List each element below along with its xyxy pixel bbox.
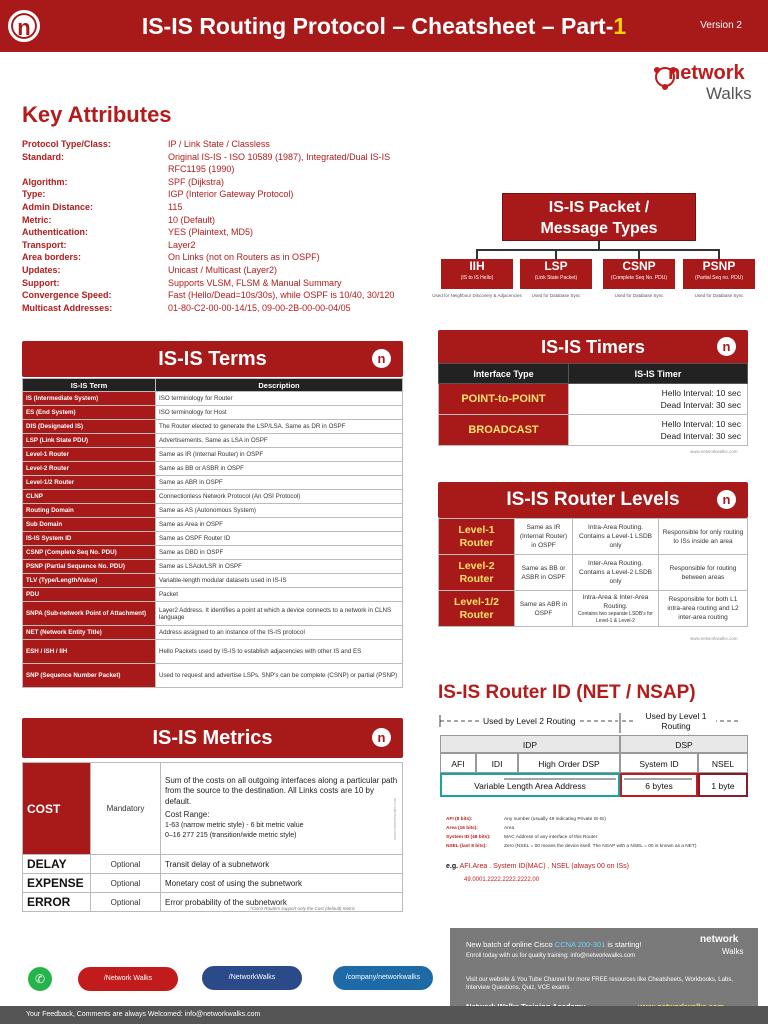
timers-table [438,363,748,446]
attribute-key [22,163,168,176]
table-row [23,588,403,602]
term-desc: Variable-length modular datasets used in IS-IS [156,574,403,588]
col-header: IS-IS Timer [569,364,748,384]
attribute-value: Unicast / Multicast (Layer2) [168,264,278,275]
term-desc: Connectionless Network Protocol (An OSI Protocol) [156,490,403,504]
packet-use: Used for Database Sync [531,293,581,298]
level-responsibility: Responsible for both L1 intra-area routing and L2 inter-area routing [659,591,748,627]
term-name: SNPA (Sub-network Point of Attachment) [23,602,156,626]
packet-type-box [683,259,755,289]
attribute-value: SPF (Dijkstra) [168,176,224,187]
note-row [446,824,746,833]
brand-logo [654,62,754,104]
level-routing-note: Contains two separate LSDB's for Level-1 & Level-2 [578,610,653,624]
level-routing-text: Intra-Area Routing. Contains a Level-1 LSDB only [579,524,652,549]
table-row [439,591,748,627]
attribute-value: 01-80-C2-00-00-14/15, 09-00-2B-00-00-04/05 [168,302,351,313]
col-header: Interface Type [439,364,569,384]
attribute-row [22,151,422,164]
term-name: ES (End System) [23,406,156,420]
router-id-diagram [438,711,748,891]
header-bar [0,0,768,52]
term-name: SNP (Sequence Number Packet) [23,664,156,688]
metrics-note: *Cisco Routers support only the Cost (default) metric [250,906,356,911]
packet-type-box [441,259,513,289]
page-title: IS-IS Routing Protocol – Cheatsheet – Part-1 [141,13,627,39]
packet-use: Used for Database Sync [694,293,744,298]
timer-values [569,415,748,446]
term-name: PSNP (Partial Sequence No. PDU) [23,560,156,574]
attribute-value: On Links (not on Routers as in OSPF) [168,252,320,263]
table-row [23,602,403,626]
table-row [23,626,403,640]
table-row [23,763,403,855]
six-bytes-cell: 6 bytes [620,773,698,797]
packet-type-box [520,259,592,289]
packet-sub: (IS to IS Hello) [460,275,494,281]
tree-line [476,249,720,251]
metric-desc: Sum of the costs on all outgoing interfaces along a particular path from the source to the destination. All Links costs are 10 by default. Cost Range: 1-63 (narrow metric style) - 6 bit metric value 0–16 277 215 (transition/wide metric style) [161,763,403,855]
table-row [23,518,403,532]
interface-type: POINT-to-POINT [439,384,569,415]
term-name: IS (Intermediate System) [23,392,156,406]
attribute-value: IGP (Interior Gateway Protocol) [168,189,294,200]
attribute-key: Multicast Addresses: [22,302,113,313]
note-value: Zero (NSEL = 00 means the device itself. The NSAP with a NSEL = 00 is known as a NET) [504,844,697,849]
term-name: DIS (Designated IS) [23,420,156,434]
table-row [23,874,403,893]
attribute-row [22,163,422,176]
level-equiv: Same as ABR in OSPF [515,591,573,627]
site-caption: www.networkwalks.com [690,449,738,454]
table-row [23,546,403,560]
term-desc: Same as BB or ASBR in OSPF [156,462,403,476]
table-row [439,519,748,555]
note-key: Area (16 bits): [446,826,478,831]
table-row [23,490,403,504]
dsp-cell: DSP [620,735,748,753]
terms-table [22,378,403,688]
used-l1-label: Used by Level 1 Routing [636,711,716,731]
attribute-key: Convergence Speed: [22,290,112,301]
tree-line [638,249,640,259]
attribute-row [22,239,422,252]
logo-icon: n [372,349,391,368]
promo-line3: Visit our website & You Tube Channel for more FREE resources like Cheatsheets, Workbooks, Labs, Interview Questions, Quiz, VCE exams [466,977,733,991]
attribute-value: 115 [168,201,183,212]
packet-types-title: IS-IS Packet / Message Types [502,193,696,241]
table-row [23,392,403,406]
term-name: ESH / ISH / IIH [23,640,156,664]
packet-use: Used for Database Sync [614,293,664,298]
promo-line1: New batch of online Cisco CCNA 200-301 is starting! [466,940,642,949]
term-name: CLNP [23,490,156,504]
promo-brand: network [700,934,739,945]
attribute-key: Updates: [22,264,61,275]
table-row [23,640,403,664]
table-row [439,415,748,446]
term-desc: Address assigned to an instance of the IS-IS protocol [156,626,403,640]
logo-icon: n [717,337,736,356]
tree-line [598,241,600,249]
tree-line [555,249,557,259]
table-row [23,664,403,688]
attribute-row [22,188,422,201]
term-desc: Same as AS (Autonomous System) [156,504,403,518]
metric-desc: Transit delay of a subnetwork [161,855,403,874]
term-name: Level-1/2 Router [23,476,156,490]
level-name: Level-1/2 Router [439,591,515,627]
used-l2-label: Used by Level 2 Routing [480,716,579,726]
table-row [23,574,403,588]
router-id-notes [446,815,746,851]
metric-type: Optional [91,855,161,874]
term-desc: Same as LSAck/LSR in OSPF [156,560,403,574]
timer-values [569,384,748,415]
note-row [446,842,746,851]
packet-name: LSP [544,259,568,273]
term-desc: ISO terminology for Host [156,406,403,420]
metric-type: Optional [91,893,161,912]
table-row [23,434,403,448]
term-desc: Same as DBD in OSPF [156,546,403,560]
metric-name: COST [23,763,91,855]
note-key: NSEL (last 8 bits): [446,844,487,849]
key-attributes-title: Key Attributes [22,102,172,127]
term-name: Routing Domain [23,504,156,518]
metrics-header: IS-IS Metrics n [22,718,403,758]
version-label: Version 2 [700,20,742,31]
term-desc: ISO terminology for Router [156,392,403,406]
col-header: Description [156,379,403,392]
attribute-value: YES (Plaintext, MD5) [168,227,254,238]
youtube-link[interactable]: /Network Walks [78,967,178,991]
attribute-value: Supports VLSM, FLSM & Manual Summary [168,277,342,288]
attribute-row [22,138,422,151]
term-desc: Same as ABR in OSPF [156,476,403,490]
attribute-value: Layer2 [168,239,196,250]
note-value: Area [504,826,515,831]
table-row [23,532,403,546]
attribute-key: Algorithm: [22,176,68,187]
dead-interval: Dead Interval: 30 sec [660,400,741,410]
brand-sub: Walks [706,84,752,103]
attribute-key: Metric: [22,214,52,225]
term-desc: Used to request and advertise LSPs. SNP's can be complete (CSNP) or partial (PSNP) [156,664,403,688]
term-name: Level-2 Router [23,462,156,476]
packet-type-box [603,259,675,289]
attribute-key: Area borders: [22,252,82,263]
levels-table [438,518,748,627]
packet-name: CSNP [622,259,656,273]
packet-sub: (Partial Seq no. PDU) [694,275,744,281]
levels-header: IS-IS Router Levels n [438,482,748,518]
terms-header: IS-IS Terms n [22,341,403,377]
attribute-key: Protocol Type/Class: [22,139,111,149]
site-caption: www.networkwalks.com [690,636,738,641]
attribute-key: Type: [22,189,46,200]
col-header: IS-IS Term [23,379,156,392]
packet-use: Used for Neighbour Discovery & Adjacencies [432,293,522,298]
attribute-row [22,289,422,302]
packet-sub: (Complete Seq No. PDU) [610,275,668,281]
one-byte-cell: 1 byte [698,773,748,797]
level-responsibility: Responsible for routing between areas [659,555,748,591]
idi-cell: IDI [476,753,518,773]
whatsapp-icon[interactable]: ✆ [28,967,52,991]
packet-name: PSNP [702,259,736,273]
table-row [439,384,748,415]
tree-line [718,249,720,259]
metrics-table [22,762,403,912]
timers-header: IS-IS Timers n [438,330,748,364]
note-row [446,833,746,842]
metric-name: ERROR [23,893,91,912]
area-address-cell: Variable Length Area Address [440,773,620,797]
attribute-value: Fast (Hello/Dead=10s/30s), while OSPF is 10/40, 30/120 [168,290,395,301]
note-value: MAC Address of any interface of this Router [504,835,598,840]
table-row [439,555,748,591]
metric-name: EXPENSE [23,874,91,893]
table-row [23,855,403,874]
term-desc: Layer2 Address. It identifies a point at which a device connects to a network in CLNS language [156,602,403,626]
attribute-key: Admin Distance: [22,201,94,212]
packet-name: IIH [469,259,485,273]
router-id-title: IS-IS Router ID (NET / NSAP) [438,682,696,703]
metric-desc: Error probability of the subnetwork [161,893,403,912]
term-desc: The Router elected to generate the LSP/LSA. Same as DR in OSPF [156,420,403,434]
nsel-cell: NSEL [698,753,748,773]
level-responsibility: Responsible for only routing to ISs inside an area [659,519,748,555]
attribute-key: Support: [22,277,60,288]
note-key: System ID (48 bits): [446,835,491,840]
dead-interval: Dead Interval: 30 sec [660,431,741,441]
term-name: TLV (Type/Length/Value) [23,574,156,588]
attribute-row [22,201,422,214]
metric-desc: Monetary cost of using the subnetwork [161,874,403,893]
hello-interval: Hello Interval: 10 sec [661,419,741,429]
term-desc: Same as IR (Internal Router) in OSPF [156,448,403,462]
term-name: LSP (Link State PDU) [23,434,156,448]
level-equiv: Same as IR (Internal Router) in OSPF [515,519,573,555]
table-row [23,462,403,476]
note-key: AFI (8 bits): [446,817,473,822]
level-name: Level-2 Router [439,555,515,591]
interface-type: BROADCAST [439,415,569,446]
table-row [23,560,403,574]
term-desc: Advertisements. Same as LSA in OSPF [156,434,403,448]
promo-brand-sub: Walks [722,947,744,956]
level-routing [573,519,659,555]
attribute-row [22,176,422,189]
table-row [23,504,403,518]
sysid-cell: System ID [620,753,698,773]
level-routing [573,591,659,627]
attribute-row [22,251,422,264]
table-row [23,420,403,434]
example-line: e.g. AFI.Area . System ID(MAC) . NSEL (always 00 on ISs) [446,863,629,870]
attribute-key: Transport: [22,239,67,250]
footer: Your Feedback, Comments are always Welcomed: info@networkwalks.com [0,1006,768,1024]
tree-line [476,249,478,259]
note-row [446,815,746,824]
level-routing-text: Intra-Area & Inter-Area Routing. [582,593,649,610]
attribute-value: 10 (Default) [168,214,216,225]
level-routing-text: Inter-Area Routing. Contains a Level-2 LSDB only [579,560,652,585]
table-row [23,476,403,490]
level-routing [573,555,659,591]
facebook-link[interactable]: /NetworkWalks [202,966,302,990]
linkedin-link[interactable]: /company/networkwalks [333,966,433,990]
promo-banner [450,928,758,1016]
key-attributes-list [22,138,422,314]
brand-name: network [668,62,745,84]
level-name: Level-1 Router [439,519,515,555]
table-row [23,406,403,420]
example-value: 49.0001.2222.2222.2222.00 [464,877,540,883]
promo-line2: Enroll today with us for quality training: info@networkwalks.com [466,953,636,959]
term-desc: Hello Packets used by IS-IS to establish adjacencies with other IS and ES [156,640,403,664]
idp-cell: IDP [440,735,620,753]
afi-cell: AFI [440,753,476,773]
term-name: Sub Domain [23,518,156,532]
term-desc: Same as Area in OSPF [156,518,403,532]
attribute-row [22,302,422,315]
packet-sub: (Link State Packet) [534,275,578,281]
term-desc: Same as OSPF Router ID [156,532,403,546]
attribute-row [22,277,422,290]
hodsp-cell: High Order DSP [518,753,620,773]
attribute-key: Authentication: [22,227,88,238]
term-name: NET (Network Entity Title) [23,626,156,640]
term-desc: Packet [156,588,403,602]
metric-name: DELAY [23,855,91,874]
attribute-key: Standard: [22,151,65,162]
term-name: Level-1 Router [23,448,156,462]
attribute-row [22,264,422,277]
term-name: CSNP (Complete Seq No. PDU) [23,546,156,560]
hello-interval: Hello Interval: 10 sec [661,388,741,398]
attribute-row [22,226,422,239]
watermark: www.networkwalks.com [392,797,397,840]
logo-icon: n [8,10,40,42]
level-equiv: Same as BB or ASBR in OSPF [515,555,573,591]
logo-icon: n [372,728,391,747]
term-name: PDU [23,588,156,602]
attribute-value: Original IS-IS - ISO 10589 (1987), Integrated/Dual IS-IS [168,151,391,162]
attribute-value: RFC1195 (1990) [168,164,235,175]
attribute-value: IP / Link State / Classless [168,139,270,149]
attribute-row [22,214,422,227]
logo-icon: n [717,490,736,509]
table-row [23,448,403,462]
term-name: IS-IS System ID [23,532,156,546]
note-value: Any number (usually 49 indicating Private IS-IS) [504,817,606,822]
metric-type: Optional [91,874,161,893]
metric-type: Mandatory [91,763,161,855]
